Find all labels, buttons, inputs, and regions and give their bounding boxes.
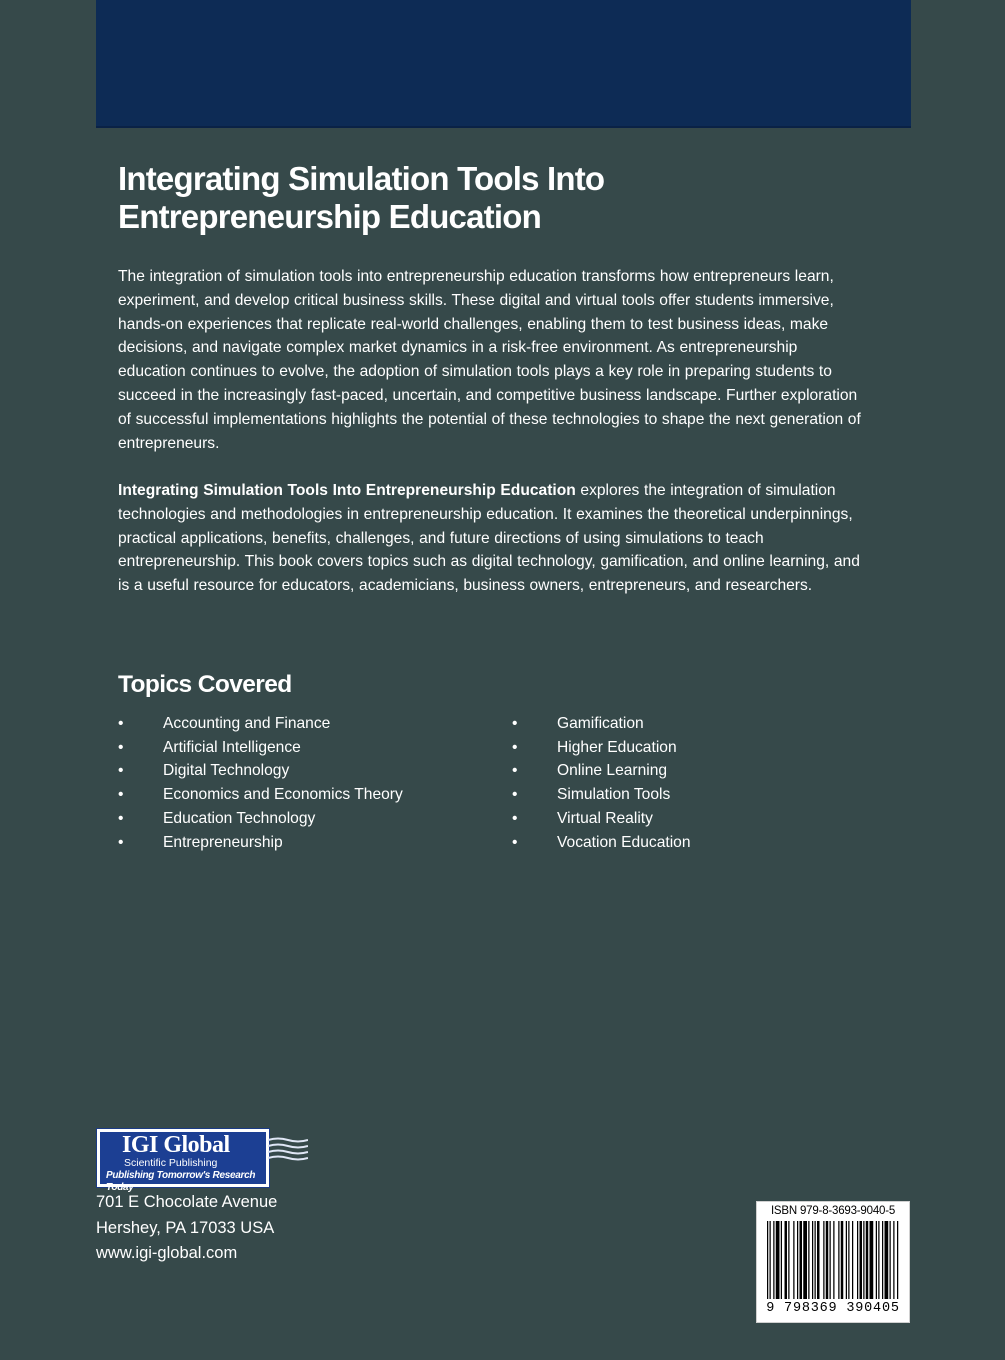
book-title [118,160,878,236]
bullet: • [512,833,518,851]
barcode-bar [788,1221,789,1299]
barcode-bar [797,1221,798,1299]
topic-item [118,712,403,736]
book-title-line-1: Integrating Simulation Tools Into [118,160,605,197]
barcode-bar [863,1221,864,1299]
topics-heading: Topics Covered [118,671,292,698]
logo-inner [100,1132,266,1193]
logo-box [96,1128,270,1193]
barcode-bar [770,1221,771,1299]
bullet: • [512,762,518,780]
book-title-line-2: Entrepreneurship Education [118,198,541,235]
topics-list-left [118,712,403,854]
bullet: • [512,786,518,804]
publisher-address [96,1190,277,1267]
topic-label: Vocation Education [557,833,691,851]
topics-list-right [512,712,691,854]
topic-item [118,783,403,807]
topic-label: Simulation Tools [557,786,671,804]
barcode-bar [773,1221,774,1299]
topic-item [118,736,403,760]
topic-item [512,736,691,760]
barcode-bar [826,1221,829,1299]
barcode-bar [817,1221,820,1299]
barcode-bar [830,1221,831,1299]
description-paragraph-2 [118,479,863,598]
topic-item [118,807,403,831]
isbn-label: ISBN 979-8-3693-9040-5 [770,1205,896,1217]
topic-label: Education Technology [163,809,316,827]
bullet: • [512,738,518,756]
topic-item [512,807,691,831]
igi-global-logo [96,1128,308,1193]
barcode-bar [848,1221,849,1299]
logo-subtitle: Scientific Publishing [124,1157,218,1169]
barcode-bar [785,1221,788,1299]
description-paragraph-1: The integration of simulation tools into entrepreneurship education transforms how entrepreneurs learn, experiment, and develop critical business skills. These digital and virtual tools offer students immersive, hands-on experiences that replicate real-world challenges, enabling them to test business ideas, make decisions, and navigate complex market dynamics in a risk-free environment. As entrepreneurship education continues to evolve, the adoption of simulation tools plays a key role in preparing students to succeed in the increasingly fast-paced, uncertain, and competitive business landscape. Further exploration of successful implementations highlights the potential of these technologies to shape the next generation of entrepreneurs. [118,268,861,452]
topic-item [512,783,691,807]
barcode-bar [876,1221,877,1299]
barcode-bar [885,1221,889,1299]
barcode-bar [878,1221,879,1299]
description-book-title: Integrating Simulation Tools Into Entrepreneurship Education [118,482,576,499]
barcode-bars [761,1221,905,1301]
barcode-bar [852,1221,853,1299]
barcode-bar [893,1221,894,1299]
barcode-bar [803,1221,807,1299]
bullet: • [118,715,124,732]
logo-name: IGI Global [122,1132,230,1158]
bullet: • [118,833,124,851]
barcode-bar [815,1221,816,1299]
bullet: • [118,809,124,827]
barcode-bar [841,1221,844,1299]
barcode-bar [860,1221,863,1299]
barcode-bar [897,1221,898,1299]
barcode-digits: 9 798369 390405 [766,1301,900,1316]
barcode-bar [866,1221,869,1299]
topic-label: Higher Education [557,738,677,756]
topic-item [512,831,691,855]
bullet: • [512,715,518,732]
barcode-bar [838,1221,839,1299]
topic-item [512,712,691,736]
address-street: 701 E Chocolate Avenue [96,1193,278,1211]
barcode-bar [767,1221,768,1299]
barcode-bar [808,1221,809,1299]
topic-label: Entrepreneurship [163,833,283,851]
topic-label: Economics and Economics Theory [163,786,403,804]
cover-top-band [96,0,911,128]
logo-tagline: Publishing Tomorrow's Research Today [106,1170,256,1193]
topic-label: Virtual Reality [557,809,653,827]
publisher-website: www.igi-global.com [96,1244,238,1262]
topic-label: Accounting and Finance [163,715,331,732]
topic-item [512,759,691,783]
logo-wave-lines-icon [268,1136,308,1162]
barcode-bar [781,1221,782,1299]
topic-label: Gamification [557,715,644,732]
bullet: • [118,786,124,804]
topic-item [118,831,403,855]
bullet: • [118,762,124,780]
barcode-bar [812,1221,813,1299]
topic-item [118,759,403,783]
bullet: • [512,809,518,827]
barcode-bar [890,1221,891,1299]
topic-label: Artificial Intelligence [163,738,301,756]
barcode-bar [857,1221,858,1299]
barcode-bar [833,1221,834,1299]
barcode-bar [882,1221,883,1299]
barcode-bar [846,1221,847,1299]
topic-label: Online Learning [557,762,668,780]
barcode-bar [776,1221,780,1299]
bullet: • [118,738,124,756]
barcode-bar [870,1221,874,1299]
isbn-barcode [756,1201,910,1323]
barcode-bar [823,1221,824,1299]
address-city: Hershey, PA 17033 USA [96,1218,275,1237]
barcode-bar [793,1221,794,1299]
description-text: explores the integration of simulation technologies and methodologies in entrepreneurship education. It examines the theoretical underpinnings, practical applications, benefits, challenges, and future directions of using simulations to teach entrepreneurship. This book covers topics such as digital technology, gamification, and online learning, and is a useful resource for educators, academicians, business owners, entrepreneurs, and researchers. [118,482,860,595]
topic-label: Digital Technology [163,762,290,780]
barcode-bar [800,1221,803,1299]
